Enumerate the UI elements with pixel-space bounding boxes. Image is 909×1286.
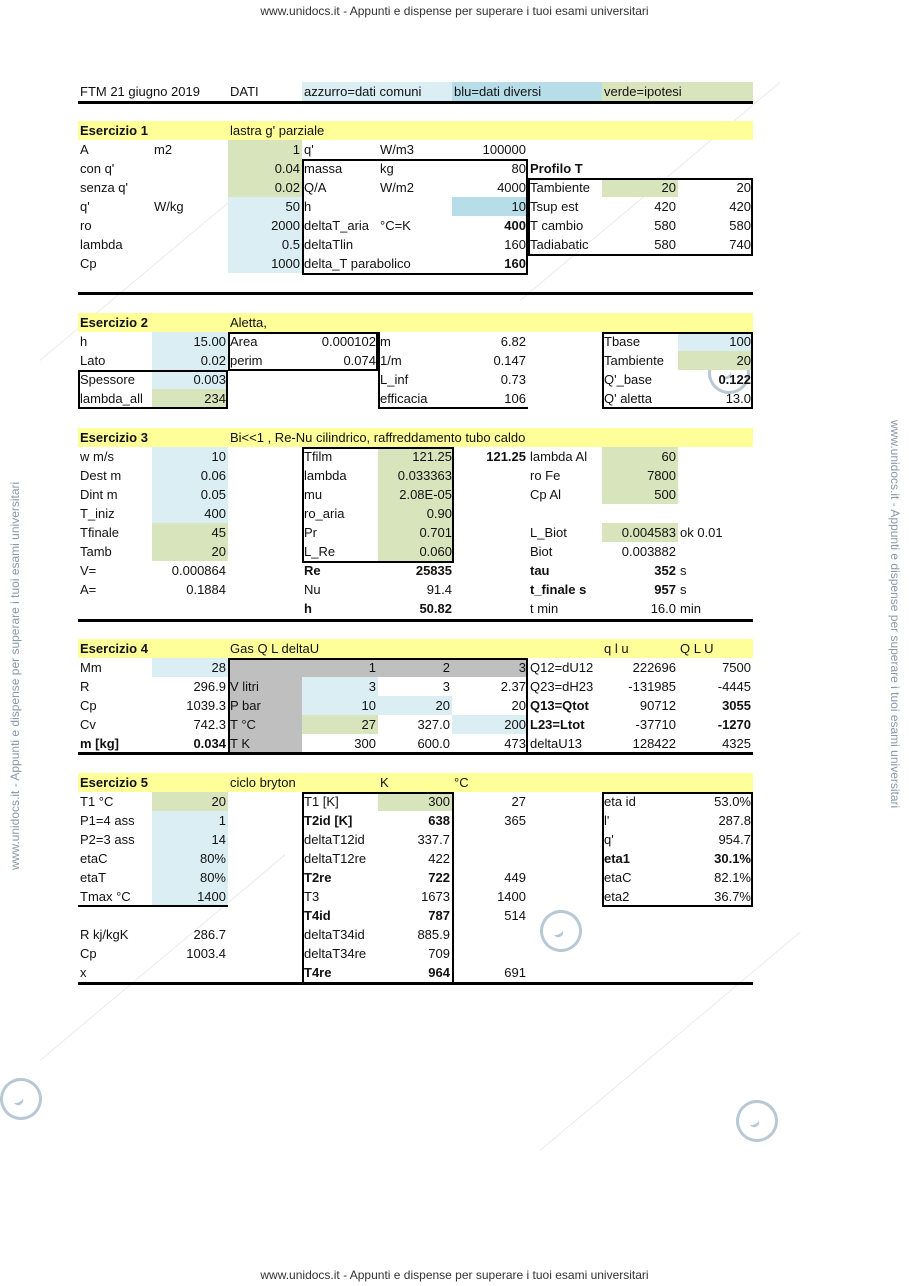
- ex1-label: lambda: [80, 237, 123, 252]
- ex5-underline: [78, 905, 228, 907]
- ex5-value3: 1400: [497, 889, 526, 904]
- ex5-value2: 337.7: [417, 832, 450, 847]
- ex3-title: Esercizio 3: [78, 428, 228, 447]
- ex1-profile-title: Profilo T: [530, 161, 583, 176]
- ex5-label: etaC: [80, 851, 108, 866]
- ex2-title: Esercizio 2: [78, 313, 228, 332]
- ex1-unit2: °C=K: [380, 218, 411, 233]
- ex3-label2: ro_aria: [304, 506, 345, 521]
- ex2-value4: 13.0: [725, 391, 751, 406]
- ex4-q: -37710: [635, 717, 676, 732]
- ex4-row-label: P bar: [228, 696, 302, 715]
- ex5-label2: deltaT12id: [304, 832, 365, 847]
- ex5-label4: l': [604, 813, 610, 828]
- ex1-label: Cp: [80, 256, 97, 271]
- ex4-q: 128422: [632, 736, 676, 751]
- ex1-profile-v2: 740: [729, 237, 751, 252]
- ex3-label: Dest m: [80, 468, 122, 483]
- ex1-value: 50: [228, 197, 302, 216]
- ex4-label: Mm: [80, 660, 102, 675]
- ex3-value: 45: [152, 523, 228, 542]
- ex1-unit: [152, 159, 228, 178]
- ex5-value2: 964: [428, 965, 450, 980]
- ex3-label3: Cp Al: [530, 487, 562, 502]
- ex5-value3: 514: [504, 908, 526, 923]
- ex5-label2: T1 [K]: [304, 794, 339, 809]
- ex1-value: 1000: [228, 254, 302, 273]
- ex5-label: P2=3 ass: [80, 832, 135, 847]
- ex5-value2: 422: [428, 851, 450, 866]
- ex1-value2: 80: [511, 161, 526, 176]
- ex2-value: 0.02: [152, 351, 228, 370]
- ex1-profile-label: Tadiabatic: [530, 237, 589, 252]
- ex1-title: Esercizio 1: [78, 121, 228, 140]
- ex1-value2: 160: [504, 256, 526, 271]
- ex2-box-b: [228, 332, 378, 371]
- ex5-label: T1 °C: [80, 794, 114, 809]
- ex4-v1: 3: [302, 677, 378, 696]
- ex3-value: 0.1884: [186, 582, 226, 597]
- ex3-label2: lambda: [304, 468, 347, 483]
- ex3-value2: 0.033363: [378, 466, 454, 485]
- ex5-value3: [452, 849, 528, 868]
- ex3-unit3: [678, 542, 753, 561]
- ex5-label: etaT: [80, 870, 107, 885]
- ex4-label: m [kg]: [80, 736, 119, 751]
- ex1-unit: [152, 178, 228, 197]
- ex3-label2: mu: [304, 487, 323, 502]
- ex3-unit3: [678, 447, 753, 466]
- ex5-value2: 300: [378, 792, 452, 811]
- ex1-unit: [152, 235, 228, 254]
- ex4-q: 222696: [632, 660, 676, 675]
- ex2-label: h: [80, 334, 88, 349]
- ex5-value: 286.7: [193, 927, 226, 942]
- ex5-subtitle: ciclo bryton: [228, 773, 378, 792]
- ex1-profile-v1: 420: [654, 199, 676, 214]
- ex4-label5: L23=Ltot: [530, 717, 585, 732]
- ex3-label: Dint m: [80, 487, 118, 502]
- ex3-value2: 121.25: [378, 447, 454, 466]
- ex1-value: 1: [228, 140, 302, 159]
- ex5-label4: q': [604, 832, 614, 847]
- ex5-label: P1=4 ass: [80, 813, 135, 828]
- ex5-value4: 287.8: [718, 813, 751, 828]
- ex3-label3: t min: [530, 601, 559, 616]
- divider: [78, 619, 753, 622]
- ex3-label3: L_Biot: [530, 525, 567, 540]
- ex1-value2: 400: [504, 218, 526, 233]
- ex4-state-3: 3: [452, 658, 528, 677]
- ex2-box-d: [602, 332, 753, 409]
- watermark-top: www.unidocs.it - Appunti e dispense per superare i tuoi esami universitari: [260, 4, 649, 18]
- ex4-value: 28: [152, 658, 228, 677]
- ex4-v3: 2.37: [500, 679, 526, 694]
- ex4-hdr-qlu-l: q l u: [602, 639, 678, 658]
- ex4-value: 296.9: [193, 679, 226, 694]
- ex2-value2: 0.000102: [321, 334, 376, 349]
- ex4-Q: 3055: [722, 698, 751, 713]
- ex2-label2: Area: [230, 334, 258, 349]
- ex1-value2: 10: [452, 197, 528, 216]
- ex5-value: 1: [152, 811, 228, 830]
- ex5-box-eta: [602, 792, 753, 907]
- ex1-label: ro: [80, 218, 92, 233]
- ex1-unit: m2: [154, 142, 173, 157]
- ex1-profile-v1: 20: [602, 178, 678, 197]
- ex2-value2: 0.074: [343, 353, 376, 368]
- ex1-label2: Q/A: [304, 180, 327, 195]
- ex4-hdr-qlu-u: Q L U: [678, 639, 753, 658]
- ex3-label3: ro Fe: [530, 468, 561, 483]
- ex3-value: 400: [152, 504, 228, 523]
- ex1-box-mid: [302, 159, 528, 275]
- watermark-side-left: www.unidocs.it - Appunti e dispense per superare i tuoi esami universitari: [8, 481, 22, 870]
- ex5-label: R kj/kgK: [80, 927, 129, 942]
- ex2-label3: 1/m: [380, 353, 402, 368]
- ex3-box-props: [302, 447, 454, 563]
- ex5-value: 1003.4: [186, 946, 226, 961]
- ex1-value: 0.02: [228, 178, 302, 197]
- ex1-value2: 100000: [482, 142, 526, 157]
- ex4-label: Cp: [80, 698, 97, 713]
- ex4-label5: deltaU13: [530, 736, 583, 751]
- ex1-label2: deltaT_aria: [304, 218, 370, 233]
- ex1-profile-label: T cambio: [530, 218, 584, 233]
- ex5-value4: 954.7: [718, 832, 751, 847]
- ex2-label4: Tbase: [604, 334, 641, 349]
- legend-hyp: verde=ipotesi: [602, 82, 753, 101]
- ex5-value2: 638: [428, 813, 450, 828]
- ex2-label: lambda_all: [80, 391, 143, 406]
- ex3-label: A=: [80, 582, 97, 597]
- watermark-logo-icon: [533, 903, 589, 959]
- ex4-label5: Q12=dU12: [530, 660, 594, 675]
- ex3-value: 10: [152, 447, 228, 466]
- ex5-label4: eta1: [604, 851, 631, 866]
- ex5-value4: 36.7%: [714, 889, 751, 904]
- ex3-value2: 0.060: [378, 542, 454, 561]
- ex4-v2: 20: [378, 696, 452, 715]
- ex1-label2: h: [304, 199, 312, 214]
- ex5-unit-k: K: [378, 773, 452, 792]
- ex3-label: Tamb: [80, 544, 112, 559]
- ex2-label: Spessore: [80, 372, 135, 387]
- ex4-v2: 600.0: [417, 736, 450, 751]
- ex5-value: 1400: [152, 887, 228, 906]
- ex4-q: -131985: [628, 679, 676, 694]
- ex5-value: 80%: [152, 849, 228, 868]
- ex1-unit2: kg: [380, 161, 394, 176]
- ex4-v2: 3: [442, 679, 450, 694]
- ex3-value2: 25835: [415, 563, 452, 578]
- ex1-unit2: W/m2: [380, 180, 414, 195]
- ex3-value: 0.000864: [171, 563, 226, 578]
- ex3-value3: 0.004583: [602, 523, 678, 542]
- ex5-label4: etaC: [604, 870, 632, 885]
- ex3-value2: 0.90: [378, 504, 454, 523]
- ex4-state-2: 2: [378, 658, 452, 677]
- ex1-profile-v1: 580: [654, 218, 676, 233]
- ex2-label4: Tambiente: [604, 353, 664, 368]
- ex3-label: Tfinale: [80, 525, 120, 540]
- divider: [78, 752, 753, 755]
- ex4-label5: Q13=Qtot: [530, 698, 589, 713]
- ex4-v1: 10: [302, 696, 378, 715]
- ex2-value: 234: [152, 389, 228, 408]
- ex4-label5: Q23=dH23: [530, 679, 594, 694]
- ex1-value2: 4000: [497, 180, 526, 195]
- ex5-label2: T4id: [304, 908, 331, 923]
- ex3-label2: Nu: [304, 582, 321, 597]
- ex3-unit3: s: [680, 582, 687, 597]
- ex5-label2: T2id [K]: [304, 813, 353, 828]
- ex3-value2: 50.82: [419, 601, 452, 616]
- ex4-value: 742.3: [193, 717, 226, 732]
- ex3-label3: t_finale s: [530, 582, 587, 597]
- ex4-label: Cv: [80, 717, 96, 732]
- ex5-value3: 365: [504, 813, 526, 828]
- divider: [78, 101, 753, 104]
- ex2-value3: 106: [504, 391, 526, 406]
- ex1-unit2: W/m3: [380, 142, 414, 157]
- divider: [78, 292, 753, 295]
- ex4-row-label: T °C: [228, 715, 302, 734]
- ex2-value4: 100: [678, 332, 753, 351]
- ex1-label2: massa: [304, 161, 343, 176]
- doc-title: FTM 21 giugno 2019: [80, 84, 200, 99]
- ex3-value3: 957: [654, 582, 676, 597]
- ex3-label2: h: [304, 601, 312, 616]
- ex1-label2: q': [304, 142, 314, 157]
- ex4-Q: 7500: [722, 660, 751, 675]
- ex1-label: A: [80, 142, 89, 157]
- ex4-Q: -4445: [717, 679, 751, 694]
- ex1-value: 2000: [228, 216, 302, 235]
- watermark-logo-icon: [0, 1071, 49, 1127]
- ex3-value2: 0.701: [378, 523, 454, 542]
- ex4-value: 0.034: [193, 736, 226, 751]
- ex1-label: con q': [80, 161, 115, 176]
- ex4-v1: 27: [302, 715, 378, 734]
- ex5-value4: 53.0%: [714, 794, 751, 809]
- ex5-label2: deltaT34id: [304, 927, 365, 942]
- ex4-value: 1039.3: [186, 698, 226, 713]
- ex3-label2: Pr: [304, 525, 317, 540]
- ex4-q: 90712: [639, 698, 676, 713]
- ex3-unit3: [678, 466, 753, 485]
- ex1-profile-label: Tambiente: [530, 180, 590, 195]
- ex1-unit: W/kg: [154, 199, 184, 214]
- ex1-profile-label: Tsup est: [530, 199, 579, 214]
- ex2-box-a: [78, 370, 228, 409]
- ex2-label4: Q' aletta: [604, 391, 653, 406]
- ex4-v1: 300: [354, 736, 376, 751]
- ex2-value4: 20: [678, 351, 753, 370]
- ex5-box-temps: [302, 792, 454, 984]
- ex1-profile-v1: 580: [654, 237, 676, 252]
- ex1-unit: [152, 216, 228, 235]
- ex3-label3: lambda Al: [530, 449, 588, 464]
- ex2-value3: 0.147: [493, 353, 526, 368]
- legend-common: azzurro=dati comuni: [302, 82, 452, 101]
- ex1-value: 0.04: [228, 159, 302, 178]
- ex1-box-profile: [528, 178, 753, 256]
- watermark-bottom: www.unidocs.it - Appunti e dispense per superare i tuoi esami universitari: [260, 1268, 649, 1282]
- ex3-unit3: s: [680, 563, 687, 578]
- ex2-label3: L_inf: [380, 372, 409, 387]
- ex5-value4: 82.1%: [714, 870, 751, 885]
- ex2-value3: 6.82: [500, 334, 526, 349]
- ex4-v2: 327.0: [417, 717, 450, 732]
- ex3-label2: L_Re: [304, 544, 336, 559]
- ex5-unit-c: °C: [452, 773, 753, 792]
- ex1-label: q': [80, 199, 90, 214]
- ex3-value3: 60: [602, 447, 678, 466]
- ex1-label2: delta_T parabolico: [304, 256, 411, 271]
- ex2-subtitle: Aletta,: [228, 313, 753, 332]
- ex5-label: x: [80, 965, 87, 980]
- ex5-label: Cp: [80, 946, 97, 961]
- ex2-label: Lato: [80, 353, 106, 368]
- ex5-value3: [452, 830, 528, 849]
- ex2-value: 0.003: [152, 370, 228, 389]
- ex4-label: R: [80, 679, 90, 694]
- ex4-box-states: [228, 658, 528, 754]
- dati-label: DATI: [230, 84, 259, 99]
- ex5-value3: 449: [504, 870, 526, 885]
- ex1-value: 0.5: [228, 235, 302, 254]
- ex4-Q: 4325: [722, 736, 751, 751]
- divider: [78, 982, 753, 985]
- ex3-value2: 91.4: [426, 582, 452, 597]
- ex3-label2: Re: [304, 563, 321, 578]
- ex4-Q: -1270: [717, 717, 751, 732]
- ex3-unit3: ok 0.01: [680, 525, 723, 540]
- ex3-label: T_iniz: [80, 506, 115, 521]
- ex5-label2: T4re: [304, 965, 332, 980]
- ex5-value2: 1673: [421, 889, 450, 904]
- ex5-value4: 30.1%: [714, 851, 751, 866]
- ex3-value: 0.06: [152, 466, 228, 485]
- ex2-value4: 0.122: [718, 372, 751, 387]
- ex3-label: V=: [80, 563, 97, 578]
- ex1-subtitle: lastra g' parziale: [228, 121, 753, 140]
- ex5-label2: T3: [304, 889, 320, 904]
- ex1-profile-v2: 20: [736, 180, 751, 195]
- ex3-label3: tau: [530, 563, 550, 578]
- ex2-label3: efficacia: [380, 391, 428, 406]
- ex5-value3: [452, 925, 528, 944]
- ex5-label4: eta2: [604, 889, 630, 904]
- ex3-value3: 500: [602, 485, 678, 504]
- ex4-state-1: 1: [228, 658, 378, 677]
- watermark-side-right: www.unidocs.it - Appunti e dispense per superare i tuoi esami universitari: [888, 420, 902, 809]
- ex5-label4: eta id: [604, 794, 636, 809]
- ex4-title: Esercizio 4: [78, 639, 228, 658]
- ex3-unit3: [678, 485, 753, 504]
- ex2-label4: Q'_base: [604, 372, 653, 387]
- ex1-unit: [152, 254, 228, 273]
- ex5-label2: deltaT34re: [304, 946, 367, 961]
- ex3-value3: 352: [654, 563, 676, 578]
- ex1-profile-v2: 420: [729, 199, 751, 214]
- ex5-value: 80%: [152, 868, 228, 887]
- ex5-value2: 722: [428, 870, 450, 885]
- watermark-logo-icon: [729, 1093, 785, 1149]
- ex5-value3: [452, 944, 528, 963]
- ex5-value2: 787: [428, 908, 450, 923]
- ex5-value3: 27: [511, 794, 526, 809]
- ex2-value: 15.00: [152, 332, 228, 351]
- ex2-box-c: [378, 332, 528, 409]
- ex5-label2: T2re: [304, 870, 332, 885]
- ex3-value3: 0.003882: [621, 544, 676, 559]
- ex4-v3: 20: [511, 698, 526, 713]
- ex4-v3: 200: [452, 715, 528, 734]
- ex3-value: 20: [152, 542, 228, 561]
- ex5-value: 20: [152, 792, 228, 811]
- ex2-label2: perim: [230, 353, 263, 368]
- ex2-value3: 0.73: [500, 372, 526, 387]
- ex4-v3: 473: [504, 736, 526, 751]
- ex1-label: senza q': [80, 180, 129, 195]
- ex5-value3: 691: [504, 965, 526, 980]
- ex5-label2: deltaT12re: [304, 851, 367, 866]
- ex3-label2: Tfilm: [304, 449, 333, 464]
- ex5-value2: 885.9: [417, 927, 450, 942]
- ex5-title: Esercizio 5: [78, 773, 228, 792]
- ex5-value2: 709: [428, 946, 450, 961]
- ex3-label3: Biot: [530, 544, 553, 559]
- ex1-label2: deltaTlin: [304, 237, 354, 252]
- ex3-value: 0.05: [152, 485, 228, 504]
- ex3-subtitle: Bi<<1 , Re-Nu cilindrico, raffreddamento tubo caldo: [228, 428, 753, 447]
- ex3-tfilm-extra: 121.25: [486, 449, 526, 464]
- ex3-label: w m/s: [80, 449, 114, 464]
- ex2-label3: m: [380, 334, 391, 349]
- ex5-value: 14: [152, 830, 228, 849]
- ex3-unit3: min: [680, 601, 701, 616]
- ex1-value2: 160: [504, 237, 526, 252]
- ex3-value3: 16.0: [650, 601, 676, 616]
- legend-diff: blu=dati diversi: [452, 82, 602, 101]
- ex4-row-label: T K: [228, 734, 302, 753]
- ex3-value2: 2.08E-05: [378, 485, 454, 504]
- ex4-subtitle: Gas Q L deltaU: [228, 639, 753, 658]
- ex3-value3: 7800: [602, 466, 678, 485]
- ex5-value: [152, 963, 228, 982]
- ex1-profile-v2: 580: [729, 218, 751, 233]
- ex4-row-label: V litri: [228, 677, 302, 696]
- ex5-label: Tmax °C: [80, 889, 131, 904]
